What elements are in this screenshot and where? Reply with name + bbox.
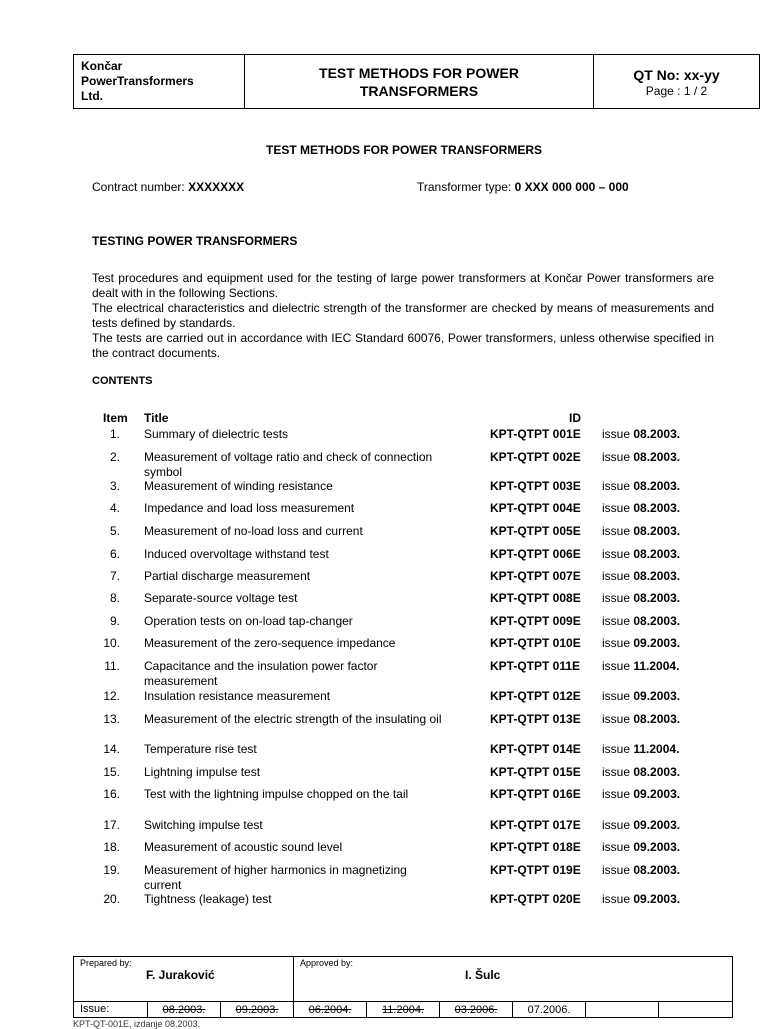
contents-row [0, 689, 768, 712]
contents-row [0, 591, 768, 614]
contents-row [0, 659, 768, 689]
item-title: Tightness (leakage) test [144, 892, 272, 906]
item-issue-label: issue [602, 591, 631, 605]
page-number: Page : 1 / 2 [645, 83, 708, 98]
item-number: 17. [103, 818, 120, 832]
item-id: KPT-QTPT 008E [490, 591, 581, 605]
item-issue-label: issue [602, 547, 631, 561]
item-id: KPT-QTPT 014E [490, 742, 581, 756]
transformer-type-value: 0 XXX 000 000 – 000 [514, 180, 629, 194]
intro-paragraph: Test procedures and equipment used for the testing of large power transformers at Končar Power transformers are dealt with in the following Sections. [92, 271, 714, 300]
issue-date-cell: 07.2006. [512, 1002, 585, 1018]
item-issue [602, 591, 680, 605]
item-issue-date: 09.2003. [633, 636, 681, 650]
contents-row [0, 614, 768, 636]
item-title: Switching impulse test [144, 818, 263, 832]
item-issue-date: 09.2003. [633, 689, 681, 703]
item-issue-label: issue [602, 765, 631, 779]
item-title: Partial discharge measurement [144, 569, 311, 583]
item-id: KPT-QTPT 017E [490, 818, 581, 832]
item-title: Measurement of winding resistance [144, 479, 333, 493]
item-issue-label: issue [602, 818, 631, 832]
item-issue-label: issue [602, 787, 631, 801]
contents-row [0, 427, 768, 450]
item-issue-date: 08.2003. [633, 569, 681, 583]
item-id: KPT-QTPT 015E [490, 765, 581, 779]
issue-date-cell: 03.2006. [439, 1002, 512, 1018]
issue-row [74, 1001, 732, 1018]
header-title [245, 55, 594, 108]
item-issue-label: issue [602, 863, 631, 877]
item-issue [602, 636, 680, 650]
contract-number [92, 180, 244, 194]
contents-row [0, 892, 768, 914]
item-issue-date: 11.2004. [633, 742, 680, 756]
item-issue-label: issue [602, 742, 631, 756]
item-id: KPT-QTPT 003E [490, 479, 581, 493]
item-issue [602, 450, 680, 464]
item-issue-date: 08.2003. [633, 450, 681, 464]
item-id: KPT-QTPT 010E [490, 636, 581, 650]
item-id: KPT-QTPT 020E [490, 892, 581, 906]
item-number: 12. [103, 689, 120, 703]
item-number: 20. [103, 892, 120, 906]
item-number: 13. [103, 712, 120, 726]
column-header-id: ID [569, 411, 581, 425]
transformer-type-label: Transformer type: [417, 180, 512, 194]
file-reference: KPT-QT-001E, izdanje 08.2003. [73, 1019, 201, 1029]
item-issue-label: issue [602, 427, 631, 441]
item-issue-date: 08.2003. [633, 712, 681, 726]
contract-label: Contract number: [92, 180, 185, 194]
issue-date-cell: 08.2003. [147, 1002, 220, 1018]
item-issue-label: issue [602, 524, 631, 538]
item-issue-label: issue [602, 712, 631, 726]
header-qt-cell [594, 55, 759, 108]
approval-footer [73, 956, 733, 1018]
item-title: Capacitance and the insulation power factor measurement [144, 659, 378, 688]
contents-row [0, 765, 768, 787]
issue-date-cell: 09.2003. [220, 1002, 293, 1018]
item-issue-date: 08.2003. [633, 591, 681, 605]
approved-by-name: I. Šulc [465, 968, 501, 982]
item-issue-label: issue [602, 689, 631, 703]
item-title: Induced overvoltage withstand test [144, 547, 329, 561]
item-issue [602, 547, 680, 561]
item-issue-label: issue [602, 569, 631, 583]
item-issue-date: 08.2003. [633, 614, 681, 628]
item-issue [602, 614, 680, 628]
item-issue-date: 08.2003. [633, 479, 681, 493]
item-issue-label: issue [602, 659, 631, 673]
approved-by-cell [294, 957, 732, 1001]
contents-row [0, 818, 768, 840]
item-issue [602, 479, 680, 493]
item-title: Impedance and load loss measurement [144, 501, 355, 515]
item-issue [602, 659, 679, 673]
item-id: KPT-QTPT 006E [490, 547, 581, 561]
item-id: KPT-QTPT 018E [490, 840, 581, 854]
transformer-type [417, 180, 629, 194]
item-id: KPT-QTPT 004E [490, 501, 581, 515]
intro-paragraph: The tests are carried out in accordance with IEC Standard 60076, Power transformers, unless otherwise specified in the contract documents. [92, 331, 714, 360]
item-issue-label: issue [602, 501, 631, 515]
prepared-by-label: Prepared by: [80, 958, 132, 968]
issue-date-cell: 06.2004. [293, 1002, 366, 1018]
item-number: 11. [104, 659, 120, 673]
item-title: Separate-source voltage test [144, 591, 298, 605]
header-title-line: TRANSFORMERS [359, 82, 479, 99]
item-number: 5. [109, 524, 120, 538]
item-issue-date: 08.2003. [633, 863, 681, 877]
item-number: 15. [103, 765, 120, 779]
item-id: KPT-QTPT 012E [490, 689, 581, 703]
item-title: Test with the lightning impulse chopped on the tail [144, 787, 409, 801]
item-number: 6. [109, 547, 120, 561]
issue-label: Issue: [80, 1003, 110, 1015]
item-issue-date: 08.2003. [633, 427, 681, 441]
item-issue [602, 569, 680, 583]
contents-row [0, 450, 768, 479]
contents-row [0, 787, 768, 818]
item-issue [602, 787, 680, 801]
item-number: 9. [109, 614, 120, 628]
item-number: 2. [109, 450, 120, 464]
item-issue [602, 524, 680, 538]
section-heading: TESTING POWER TRANSFORMERS [92, 234, 298, 248]
issue-date-cell [658, 1002, 732, 1018]
company-line: Ltd. [81, 89, 103, 103]
item-issue [602, 863, 680, 877]
contents-row [0, 569, 768, 591]
item-number: 19. [103, 863, 120, 877]
item-issue [602, 501, 680, 515]
item-issue-date: 08.2003. [633, 547, 681, 561]
item-title: Summary of dielectric tests [144, 427, 289, 441]
item-id: KPT-QTPT 002E [490, 450, 581, 464]
item-issue [602, 742, 679, 756]
contents-row [0, 863, 768, 892]
item-issue-date: 09.2003. [633, 787, 681, 801]
intro-text [92, 271, 714, 361]
item-issue [602, 689, 680, 703]
item-title: Measurement of higher harmonics in magnetizing current [144, 863, 407, 892]
column-header-title: Title [144, 411, 169, 425]
header-title-line: TEST METHODS FOR POWER [319, 64, 519, 81]
contents-row [0, 524, 768, 547]
item-issue-date: 08.2003. [633, 765, 681, 779]
contents-row [0, 547, 768, 569]
contents-row [0, 636, 768, 659]
item-issue-label: issue [602, 892, 631, 906]
item-title: Lightning impulse test [144, 765, 261, 779]
item-title: Temperature rise test [144, 742, 257, 756]
item-number: 7. [109, 569, 120, 583]
item-issue [602, 818, 680, 832]
item-id: KPT-QTPT 007E [490, 569, 581, 583]
item-title: Operation tests on on-load tap-changer [144, 614, 353, 628]
contents-header-row [0, 410, 768, 427]
item-number: 18. [103, 840, 120, 854]
item-issue-label: issue [602, 636, 631, 650]
company-line: Končar [81, 59, 123, 73]
contents-row [0, 501, 768, 524]
item-id: KPT-QTPT 013E [490, 712, 581, 726]
item-issue-label: issue [602, 450, 631, 464]
contract-value: XXXXXXX [188, 180, 245, 194]
contents-heading: CONTENTS [92, 375, 153, 387]
document-title: TEST METHODS FOR POWER TRANSFORMERS [266, 143, 542, 157]
item-title: Measurement of acoustic sound level [144, 840, 343, 854]
item-number: 1. [109, 427, 120, 441]
column-header-item: Item [103, 411, 128, 425]
item-issue-date: 09.2003. [633, 840, 681, 854]
item-number: 10. [103, 636, 120, 650]
item-number: 14. [103, 742, 120, 756]
item-issue-date: 08.2003. [633, 524, 681, 538]
item-id: KPT-QTPT 009E [490, 614, 581, 628]
item-title: Measurement of voltage ratio and check of connection symbol [144, 450, 433, 479]
company-name [74, 55, 245, 108]
item-title: Measurement of the zero-sequence impedance [144, 636, 396, 650]
item-issue-date: 08.2003. [633, 501, 681, 515]
item-issue-label: issue [602, 840, 631, 854]
qt-number: QT No: xx-yy [633, 66, 720, 83]
document-header [73, 54, 760, 109]
item-id: KPT-QTPT 005E [490, 524, 581, 538]
approved-by-label: Approved by: [300, 958, 354, 968]
contents-row [0, 840, 768, 863]
item-issue [602, 427, 680, 441]
company-line: PowerTransformers [81, 74, 194, 88]
issue-date-cell: 11.2004. [366, 1002, 439, 1018]
contents-row [0, 742, 768, 765]
item-issue [602, 840, 680, 854]
intro-paragraph: The electrical characteristics and dielectric strength of the transformer are checked by means of measurements and tests defined by standards. [92, 301, 714, 330]
item-issue [602, 712, 680, 726]
item-number: 3. [109, 479, 120, 493]
item-issue-label: issue [602, 479, 631, 493]
item-id: KPT-QTPT 011E [490, 659, 581, 673]
contents-row [0, 479, 768, 501]
item-issue-date: 09.2003. [633, 818, 681, 832]
item-issue [602, 765, 680, 779]
item-issue-label: issue [602, 614, 631, 628]
item-id: KPT-QTPT 019E [490, 863, 581, 877]
prepared-by-name: F. Juraković [146, 968, 215, 982]
item-issue-date: 11.2004. [633, 659, 680, 673]
item-issue-date: 09.2003. [633, 892, 681, 906]
item-number: 8. [109, 591, 120, 605]
item-title: Insulation resistance measurement [144, 689, 331, 703]
item-id: KPT-QTPT 016E [490, 787, 581, 801]
prepared-by-cell [74, 957, 294, 1001]
item-title: Measurement of no-load loss and current [144, 524, 363, 538]
issue-date-cell [585, 1002, 658, 1018]
contents-row [0, 712, 768, 742]
item-issue [602, 892, 680, 906]
item-number: 16. [103, 787, 120, 801]
item-id: KPT-QTPT 001E [490, 427, 581, 441]
contents-table [0, 410, 768, 914]
item-title: Measurement of the electric strength of the insulating oil [144, 712, 442, 726]
item-number: 4. [109, 501, 120, 515]
